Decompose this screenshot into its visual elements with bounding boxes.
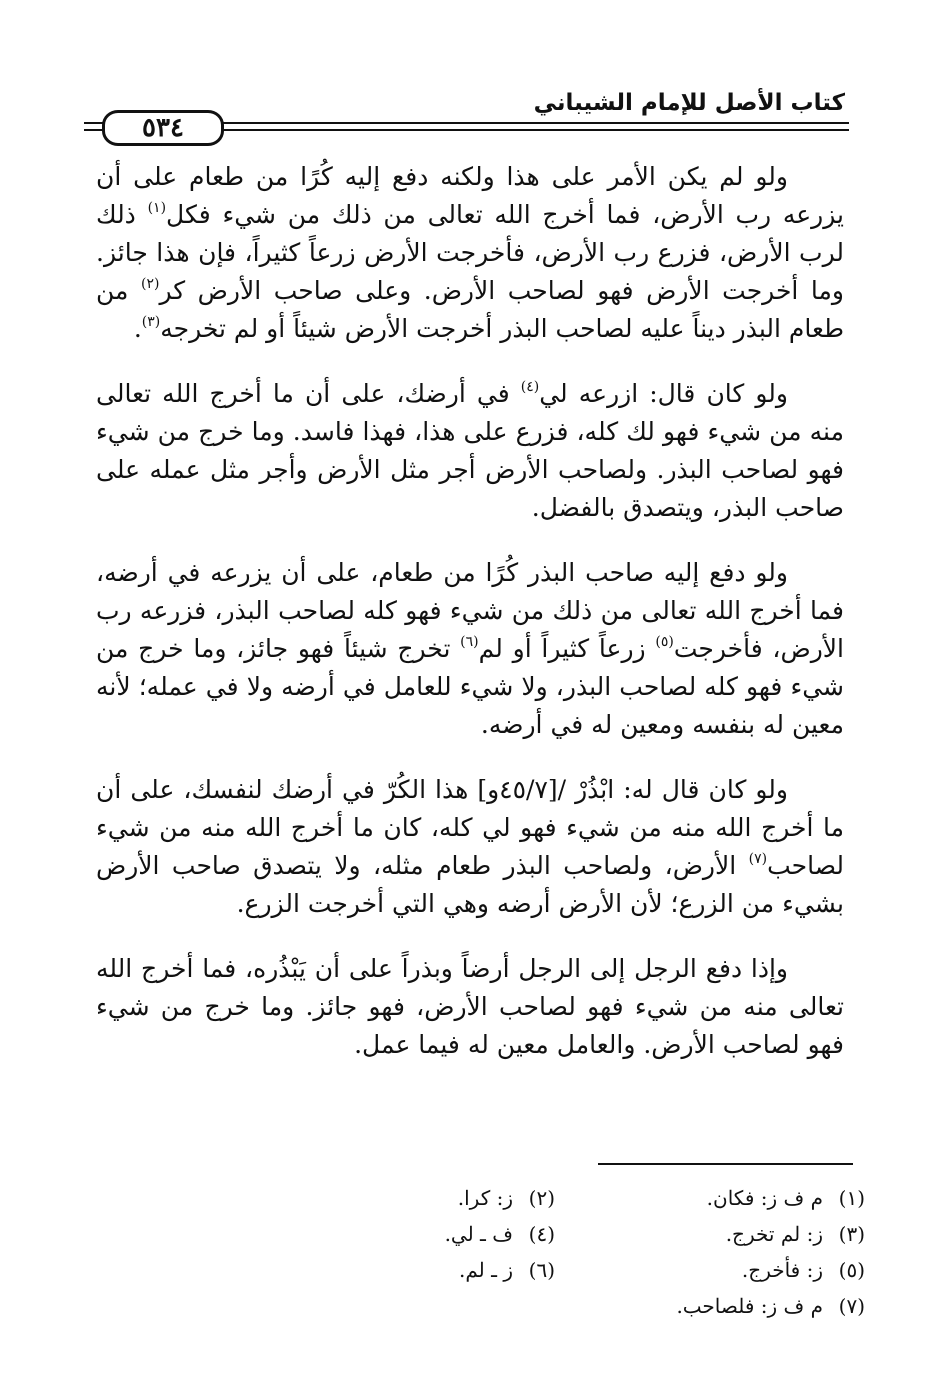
paragraph-text: من طعام البذر ديناً عليه لصاحب البذر أخرجت الأرض شيئاً أو لم تخرجه xyxy=(96,276,844,343)
footnote-row xyxy=(240,1216,865,1252)
footnote-text: ز: كرا. xyxy=(457,1186,513,1210)
footnote xyxy=(245,1222,555,1246)
footnotes xyxy=(240,1180,865,1324)
running-title: كتاب الأصل للإمام الشيباني xyxy=(533,90,845,116)
footnote-ref-3: (٣) xyxy=(141,314,161,330)
footnote xyxy=(555,1222,865,1246)
footnote-text: ز: فأخرج. xyxy=(741,1258,823,1282)
paragraph-text: ولو كان قال: ازرعه لي xyxy=(539,379,788,408)
footnote xyxy=(245,1186,555,1210)
paragraph-2 xyxy=(96,375,844,527)
paragraph-3 xyxy=(96,554,844,744)
footnote-ref-5: (٥) xyxy=(655,634,674,650)
footnote-text: م ف ز: فلصاحب. xyxy=(676,1294,823,1318)
footnote-text: ز ـ لم. xyxy=(459,1258,513,1282)
paragraph-text: الأرض، ولصاحب البذر طعام مثله، ولا يتصدق صاحب الأرض بشيء من الزرع؛ لأن الأرض أرضه وهي التي أخرجت الزرع. xyxy=(96,851,844,918)
footnote xyxy=(555,1294,865,1318)
footnote-number: (٣) xyxy=(838,1222,865,1246)
footnote-ref-4: (٤) xyxy=(520,379,540,395)
footnote xyxy=(555,1186,865,1210)
main-text xyxy=(96,158,844,1064)
footnote-row xyxy=(240,1180,865,1216)
paragraph-text: ولو دفع إليه صاحب البذر كُرًا من طعام، على أن يزرعه في أرضه، فما أخرج الله تعالى من ذلك من شيء فهو كله لصاحب البذر، فزرعه رب الأرض، فأخرجت xyxy=(96,558,844,663)
page-number: ٥٣٤ xyxy=(142,113,184,143)
paragraph-5 xyxy=(96,950,844,1064)
page-header xyxy=(84,84,849,143)
footnote-ref-2: (٢) xyxy=(140,276,160,292)
paragraph-4 xyxy=(96,771,844,923)
paragraph-text: وإذا دفع الرجل إلى الرجل أرضاً وبذراً على أن يَبْذُره، فما أخرج الله تعالى منه من شيء فهو لصاحب الأرض، فهو جائز. وما خرج من شيء فهو لصاحب الأرض. والعامل معين له فيما عمل. xyxy=(96,954,844,1059)
footnote-number: (٤) xyxy=(528,1222,555,1246)
paragraph-text: ولو كان قال له: ابْذُرْ /[٤٥/٧و] هذا الكُرّ في أرضك لنفسك، على أن ما أخرج الله منه من شيء فهو لي كله، كان ما أخرج الله منه من شيء لصاحب xyxy=(96,775,845,880)
footnote-number: (٦) xyxy=(528,1258,555,1282)
footnote-ref-1: (١) xyxy=(147,200,167,216)
paragraph-text: ولو لم يكن الأمر على هذا ولكنه دفع إليه كُرًا من طعام على أن يزرعه رب الأرض، فما أخرج الله تعالى من ذلك من شيء فكل xyxy=(96,162,844,229)
paragraph-1 xyxy=(96,158,844,348)
footnote-number: (٢) xyxy=(528,1186,555,1210)
paragraph-text: تخرج شيئاً فهو جائز، وما خرج من شيء فهو كله لصاحب البذر، ولا شيء للعامل في أرضه ولا في عمله؛ لأنه معين له بنفسه ومعين له في أرضه. xyxy=(96,634,844,739)
footnote-ref-6: (٦) xyxy=(460,634,479,650)
footnote-row xyxy=(240,1288,865,1324)
footnote xyxy=(555,1258,865,1282)
footnote-number: (٥) xyxy=(838,1258,865,1282)
paragraph-text: زرعاً كثيراً أو لم xyxy=(478,634,656,663)
paragraph-text: في أرضك، على أن ما أخرج الله تعالى منه من شيء فهو لك كله، فزرع على هذا، فهذا فاسد. وما خرج من شيء فهو لصاحب البذر. ولصاحب الأرض أجر مثل الأرض وأجر مثل عمله على صاحب البذر، ويتصدق بالفضل. xyxy=(96,379,844,522)
footnote-number: (١) xyxy=(838,1186,865,1210)
footnote-text: م ف ز: فكان. xyxy=(706,1186,823,1210)
footnote-number: (٧) xyxy=(838,1294,865,1318)
footnote-text: ز: لم تخرج. xyxy=(725,1222,823,1246)
footnote-row xyxy=(240,1252,865,1288)
footnote-text: ف ـ لي. xyxy=(444,1222,513,1246)
footnote xyxy=(245,1258,555,1282)
paragraph-text: ذلك لرب الأرض، فزرع رب الأرض، فأخرجت الأرض زرعاً كثيراً، فإن هذا جائز. وما أخرجت الأرض فهو لصاحب الأرض. وعلى صاحب الأرض كر xyxy=(96,200,844,305)
footnote-ref-7: (٧) xyxy=(748,851,768,867)
page-number-badge xyxy=(102,110,224,146)
paragraph-text: . xyxy=(133,314,142,343)
footnote-separator xyxy=(598,1163,853,1165)
